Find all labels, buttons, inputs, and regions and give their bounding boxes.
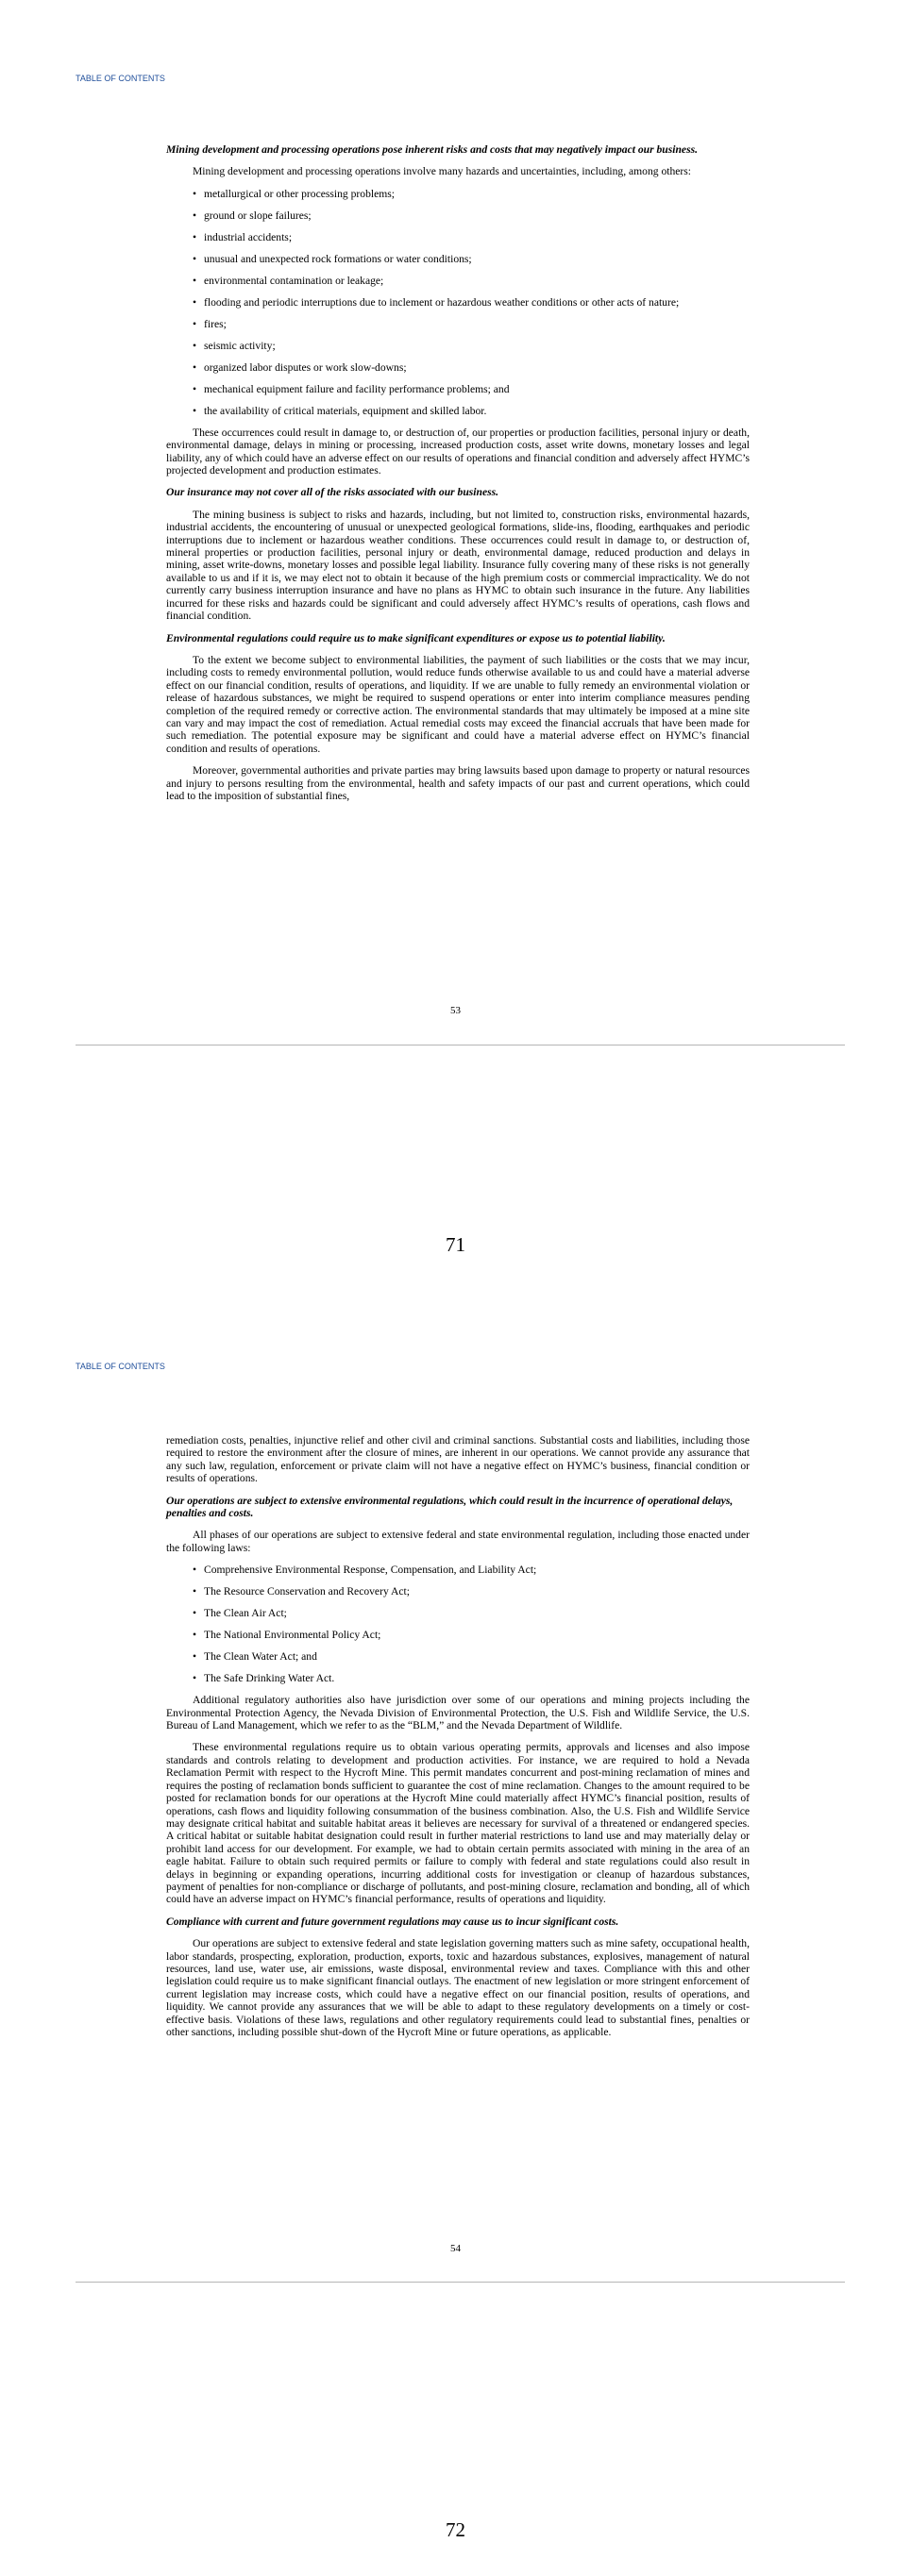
- list-item: • organized labor disputes or work slow-downs;: [166, 361, 750, 374]
- sequence-number: 71: [446, 1233, 465, 1256]
- list-item: • mechanical equipment failure and facility performance problems; and: [166, 383, 750, 395]
- list-item: • The Safe Drinking Water Act.: [166, 1672, 750, 1684]
- section-heading: Our operations are subject to extensive environmental regulations, which could result in the incurrence of operational delays, penalties and costs.: [166, 1494, 734, 1520]
- section-heading: Mining development and processing operations pose inherent risks and costs that may negatively impact our business.: [166, 143, 698, 156]
- list-item: • unusual and unexpected rock formations or water conditions;: [166, 253, 750, 265]
- list-item: • the availability of critical materials, equipment and skilled labor.: [166, 405, 750, 417]
- table-of-contents-link[interactable]: TABLE OF CONTENTS: [76, 74, 165, 83]
- table-of-contents-link[interactable]: TABLE OF CONTENTS: [76, 1362, 165, 1371]
- list-item: • industrial accidents;: [166, 231, 750, 243]
- list-item: • The Clean Water Act; and: [166, 1650, 750, 1663]
- bullet-list: [166, 1564, 750, 1684]
- page-divider: [76, 2282, 845, 2283]
- list-item: • The Resource Conservation and Recovery Act;: [166, 1585, 750, 1597]
- list-item: • environmental contamination or leakage;: [166, 275, 750, 287]
- list-item: • Comprehensive Environmental Response, Compensation, and Liability Act;: [166, 1564, 750, 1576]
- paragraph: Additional regulatory authorities also have jurisdiction over some of our operations and mining projects including the Environmental Protection Agency, the Nevada Division of Environmental Protection, the U.S. Fish and Wildlife Service, the U.S. Bureau of Land Management, which we refer to as the “BLM,” and the Nevada Department of Wildlife.: [166, 1694, 750, 1732]
- page-content: [166, 143, 750, 811]
- paragraph: Moreover, governmental authorities and private parties may bring lawsuits based upon damage to property or natural resources and injury to persons resulting from the environmental, health and safety impacts of our past and current operations, which could lead to the imposition of substantial fines,: [166, 764, 750, 802]
- list-item: • metallurgical or other processing problems;: [166, 188, 750, 200]
- list-item: • flooding and periodic interruptions due to inclement or hazardous weather conditions or other acts of nature;: [166, 296, 750, 309]
- paragraph: Our operations are subject to extensive federal and state legislation governing matters such as mine safety, occupational health, labor standards, prospecting, exploration, production, exports, toxic and hazardous substances, explosives, management of natural resources, land use, water use, air emissions, waste disposal, environmental review and taxes. Compliance with this and other legislation could require us to make significant financial outlays. The enactment of new legislation or more stringent enforcement of current legislation may increase costs, which could have a negative effect on our financial position, results of operations, and liquidity. We cannot provide any assurances that we will be able to adapt to these regulatory developments on a timely or cost-effective basis. Violations of these laws, regulations and other regulatory requirements could lead to substantial fines, penalties or other sanctions, including possible shut-down of the Hycroft Mine or future operations, as applicable.: [166, 1937, 750, 2038]
- list-item: • The Clean Air Act;: [166, 1607, 750, 1619]
- list-item: • seismic activity;: [166, 340, 750, 352]
- paragraph: These environmental regulations require us to obtain various operating permits, approvals and licenses and also impose standards and controls relating to development and production activities. For instance, we are required to hold a Nevada Reclamation Permit with respect to the Hycroft Mine. This permit mandates concurrent and post-mining reclamation of mines and requires the posting of reclamation bonds sufficient to guarantee the cost of mine reclamation. Changes to the amount required to be posted for reclamation bonds for our operations at the Hycroft Mine could materially affect HYMC’s financial position, results of operations, cash flows and liquidity following consummation of the business combination. Also, the U.S. Fish and Wildlife Service may designate critical habitat and suitable habitat areas it believes are necessary for survival of a threatened or endangered species. A critical habitat or suitable habitat designation could result in further material restrictions to land use and may materially delay or prohibit land access for our development. For example, we had to obtain certain permits associated with mining in the area of an eagle habitat. Failure to obtain such required permits or failure to comply with federal and state regulations could also result in delays in beginning or expanding operations, incurring additional costs for investigation or cleanup of hazardous substances, payment of penalties for non-compliance or discharge of pollutants, and post-mining closure, reclamation and bonding, all of which could have an adverse impact on HYMC’s financial performance, results of operations and liquidity.: [166, 1741, 750, 1906]
- sequence-number: 72: [446, 2518, 465, 2541]
- paragraph: Mining development and processing operations involve many hazards and uncertainties, including, among others:: [193, 165, 692, 178]
- page-number: 54: [450, 2243, 461, 2254]
- section-heading: Our insurance may not cover all of the risks associated with our business.: [166, 486, 499, 499]
- paragraph: These occurrences could result in damage to, or destruction of, our properties or production facilities, personal injury or death, environmental damage, delays in mining or processing, increased production costs, asset write downs, monetary losses and legal liability, any of which could have an adverse effect on our results of operations and financial condition and adversely affect HYMC’s projected development and production estimates.: [166, 426, 750, 477]
- section-heading: Compliance with current and future government regulations may cause us to incur significant costs.: [166, 1915, 619, 1928]
- page-content: [166, 1434, 750, 2048]
- list-item: • fires;: [166, 318, 750, 330]
- page-number: 53: [450, 1005, 461, 1016]
- list-item: • ground or slope failures;: [166, 209, 750, 222]
- bullet-list: [166, 188, 750, 417]
- paragraph: The mining business is subject to risks and hazards, including, but not limited to, construction risks, environmental hazards, industrial accidents, the encountering of unusual or unexpected geological formations, slide-ins, flooding, earthquakes and periodic interruptions due to inclement or hazardous weather conditions. These occurrences could result in damage to, or destruction of, mineral properties or production facilities, personal injury or death, environmental damage, reduced production and delays in mining, asset write-downs, monetary losses and possible legal liability. Insurance fully covering many of these risks is not generally available to us and if it is, we may elect not to obtain it because of the high premium costs or commercial impracticality. We do not currently carry business interruption insurance and have no plans as HYMC to obtain such insurance in the future. Any liabilities incurred for these risks and hazards could be significant and could adversely affect HYMC’s results of operations, cash flows and financial condition.: [166, 508, 750, 623]
- list-item: • The National Environmental Policy Act;: [166, 1629, 750, 1641]
- paragraph: To the extent we become subject to environmental liabilities, the payment of such liabilities or the costs that we may incur, including costs to remedy environmental pollution, would reduce funds otherwise available to us and could have a material adverse effect on our financial condition, results of operations, and liquidity. If we are unable to fully remedy an environmental violation or release of hazardous substances, we might be required to suspend operations or enter into interim compliance measures pending completion of the required remedy or corrective action. The environmental standards that may ultimately be imposed at a mine site can vary and may impact the cost of remediation. Actual remedial costs may exceed the financial accruals that have been made for such remediation. The potential exposure may be significant and could have a material adverse effect on HYMC’s financial condition and results of operations.: [166, 653, 750, 755]
- section-heading: Environmental regulations could require us to make significant expenditures or expose us to potential liability.: [166, 631, 666, 644]
- document-page: [0, 1288, 911, 2576]
- paragraph: remediation costs, penalties, injunctive relief and other civil and criminal sanctions. Substantial costs and liabilities, including those required to restore the environment after the closure of mines, are inherent in our operations. We cannot provide any assurance that any such law, regulation, enforcement or private claim will not have a negative effect on HYMC’s business, financial condition or results of operations.: [166, 1434, 750, 1485]
- paragraph: All phases of our operations are subject to extensive federal and state environmental regulation, including those enacted under the following laws:: [166, 1529, 750, 1554]
